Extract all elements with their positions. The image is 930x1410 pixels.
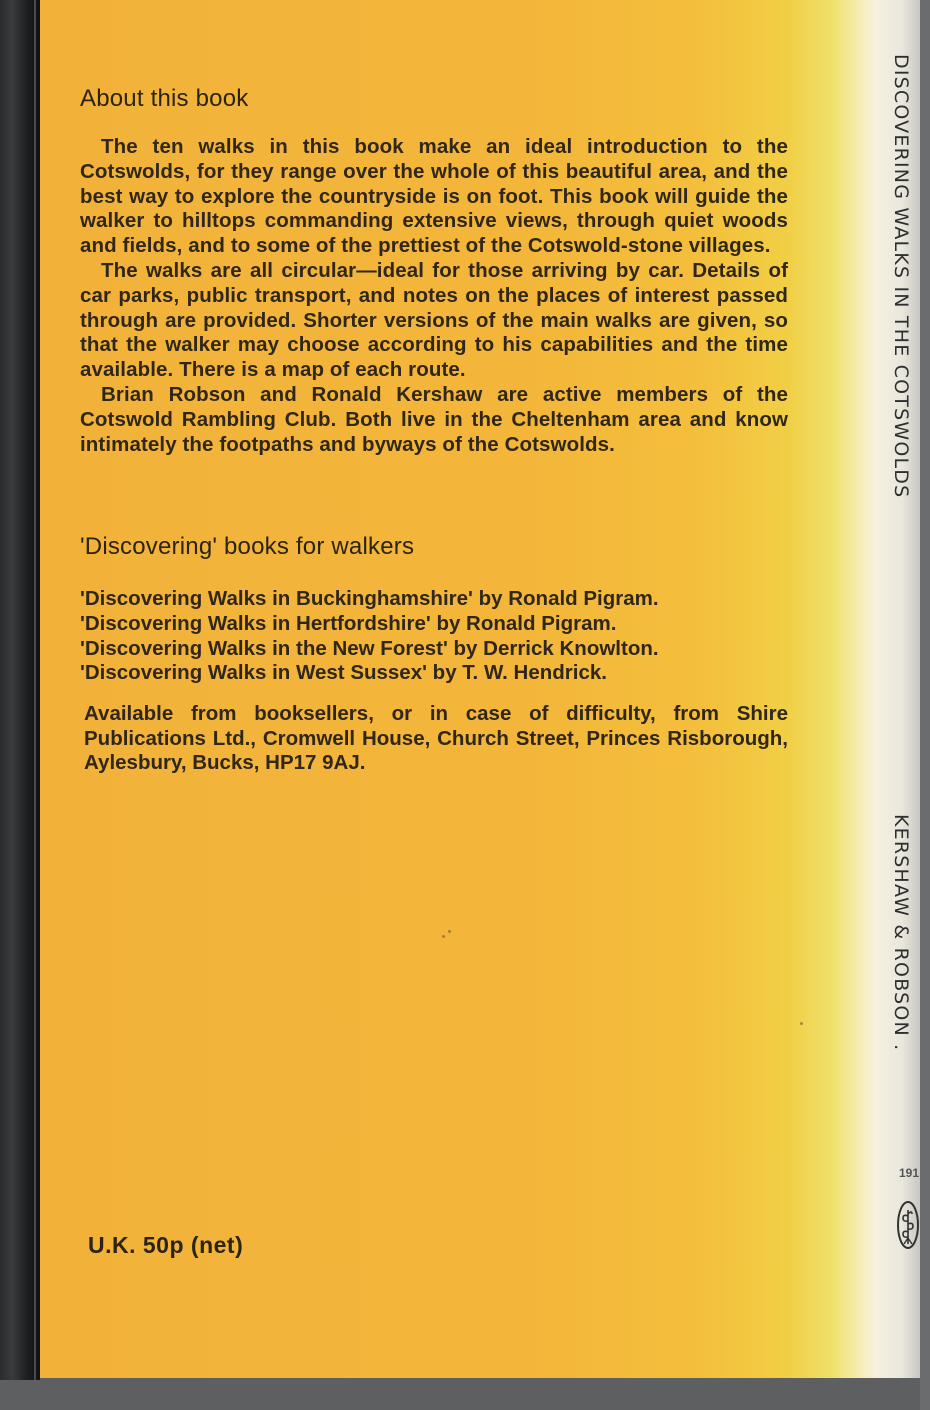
- book-left-edge: [0, 0, 40, 1380]
- background-shadow: [920, 0, 930, 1410]
- cover-blemish: [442, 935, 445, 938]
- books-heading: 'Discovering' books for walkers: [80, 533, 415, 561]
- book-list: [80, 587, 788, 685]
- spine-title: DISCOVERING WALKS IN THE COTSWOLDS: [890, 54, 912, 499]
- cover-blemish: [448, 930, 451, 933]
- price-label: U.K. 50p (net): [88, 1232, 244, 1258]
- cover-blemish: [800, 1022, 803, 1025]
- availability-note: Available from booksellers, or in case of difficulty, from Shire Publications Ltd., Cromwell House, Church Street, Princes Risborough, Aylesbury, Bucks, HP17 9AJ.: [84, 701, 788, 775]
- shire-tree-logo-icon: [897, 1200, 919, 1250]
- book-spine: [888, 0, 920, 1380]
- book-list-item: 'Discovering Walks in West Sussex' by T. W. Hendrick.: [80, 661, 607, 685]
- book-list-item: 'Discovering Walks in the New Forest' by Derrick Knowlton.: [80, 636, 659, 660]
- about-heading: About this book: [80, 85, 249, 112]
- spine-series-number: 191: [899, 1166, 920, 1180]
- book-list-item: 'Discovering Walks in Buckinghamshire' by Ronald Pigram.: [80, 587, 659, 611]
- about-paragraph: The ten walks in this book make an ideal introduction to the Cotswolds, for they range over the whole of this beautiful area, and the best way to explore the countryside is on foot. This book will guide the walker to hilltops commanding extensive views, through quiet woods and fields, and to some of the prettiest of the Cotswold-stone villages.: [80, 135, 788, 258]
- spine-authors: KERSHAW & ROBSON .: [890, 814, 912, 1052]
- back-cover-text: [80, 80, 788, 776]
- about-paragraph: The walks are all circular—ideal for those arriving by car. Details of car parks, public transport, and notes on the places of interest passed through are provided. Shorter versions of the main walks are given, so that the walker may choose according to his capabilities and the time available. There is a map of each route.: [80, 258, 788, 382]
- book-list-item: 'Discovering Walks in Hertfordshire' by Ronald Pigram.: [80, 611, 617, 635]
- author-paragraph: Brian Robson and Ronald Kershaw are active members of the Cotswold Rambling Club. Both live in the Cheltenham area and know intimately the footpaths and byways of the Cotswolds.: [80, 382, 788, 456]
